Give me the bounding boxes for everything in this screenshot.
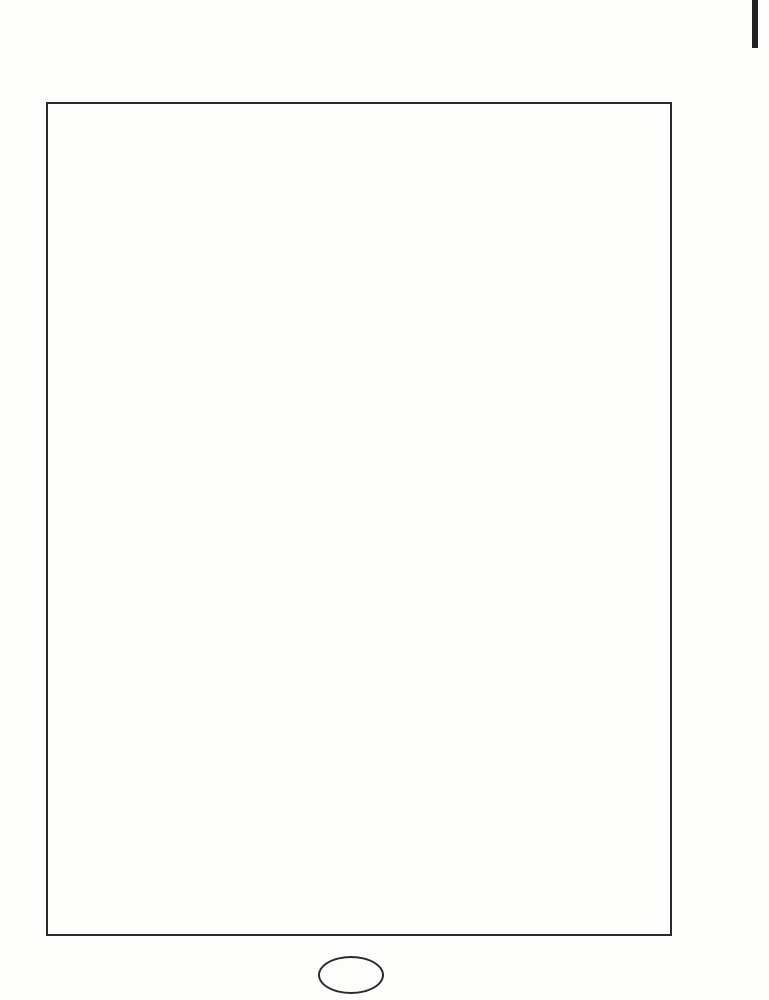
page-number	[318, 956, 384, 994]
content-frame	[46, 102, 672, 936]
table-of-contents	[92, 122, 622, 139]
